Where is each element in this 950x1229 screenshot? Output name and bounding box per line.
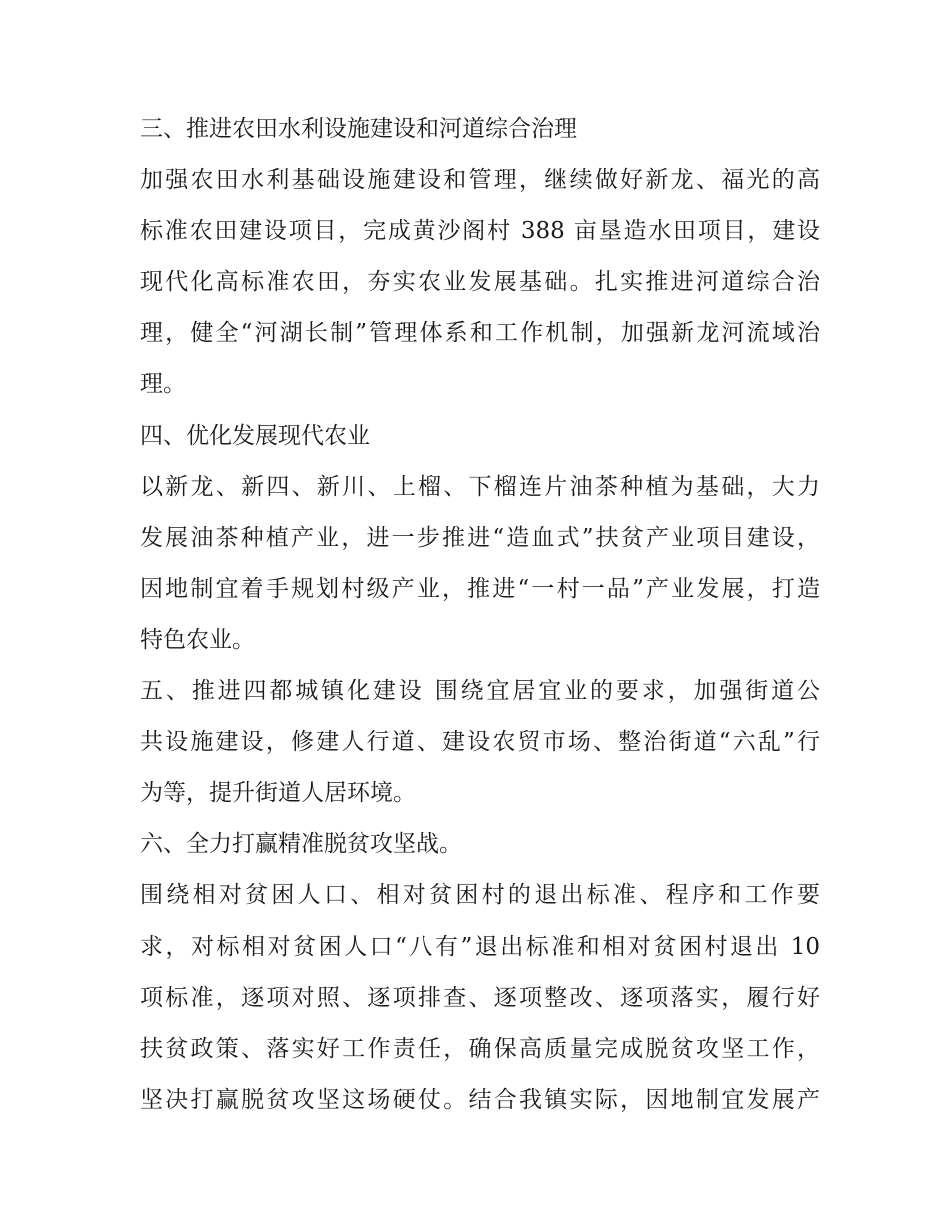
text-line: 项标准，逐项对照、逐项排查、逐项整改、逐项落实，履行好 — [140, 984, 820, 1011]
text-line: 加强农田水利基础设施建设和管理，继续做好新龙、福光的高 — [140, 167, 820, 194]
text-line: 为等，提升街道人居环境。 — [140, 780, 416, 807]
text-line: 求，对标相对贫困人口“八有”退出标准和相对贫困村退出 10 — [140, 933, 820, 960]
text-line: 以新龙、新四、新川、上榴、下榴连片油茶种植为基础，大力 — [140, 473, 820, 500]
text-line: 扶贫政策、落实好工作责任，确保高质量完成脱贫攻坚工作， — [140, 1035, 820, 1062]
text-line: 现代化高标准农田，夯实农业发展基础。扎实推进河道综合治 — [140, 269, 820, 296]
text-line: 发展油茶种植产业，进一步推进“造血式”扶贫产业项目建设， — [140, 524, 820, 551]
text-line: 理，健全“河湖长制”管理体系和工作机制，加强新龙河流域治 — [140, 320, 820, 347]
text-line: 特色农业。 — [140, 626, 255, 653]
text-line: 理。 — [140, 371, 186, 398]
text-line: 坚决打赢脱贫攻坚这场硬仗。结合我镇实际，因地制宜发展产 — [140, 1086, 820, 1113]
section-heading-6: 六、全力打赢精准脱贫攻坚战。 — [140, 831, 462, 858]
text-line: 因地制宜着手规划村级产业，推进“一村一品”产业发展，打造 — [140, 575, 820, 602]
document-body — [140, 104, 820, 1126]
section-heading-4: 四、优化发展现代农业 — [140, 422, 370, 449]
text-line: 共设施建设，修建人行道、建设农贸市场、整治街道“六乱”行 — [140, 729, 820, 756]
section-heading-5: 五、推进四都城镇化建设 围绕宜居宜业的要求，加强街道公 — [140, 678, 820, 705]
text-line: 标准农田建设项目，完成黄沙阁村 388 亩垦造水田项目，建设 — [140, 218, 820, 245]
section-heading-3: 三、推进农田水利设施建设和河道综合治理 — [140, 116, 577, 142]
text-line: 围绕相对贫困人口、相对贫困村的退出标准、程序和工作要 — [140, 882, 820, 909]
